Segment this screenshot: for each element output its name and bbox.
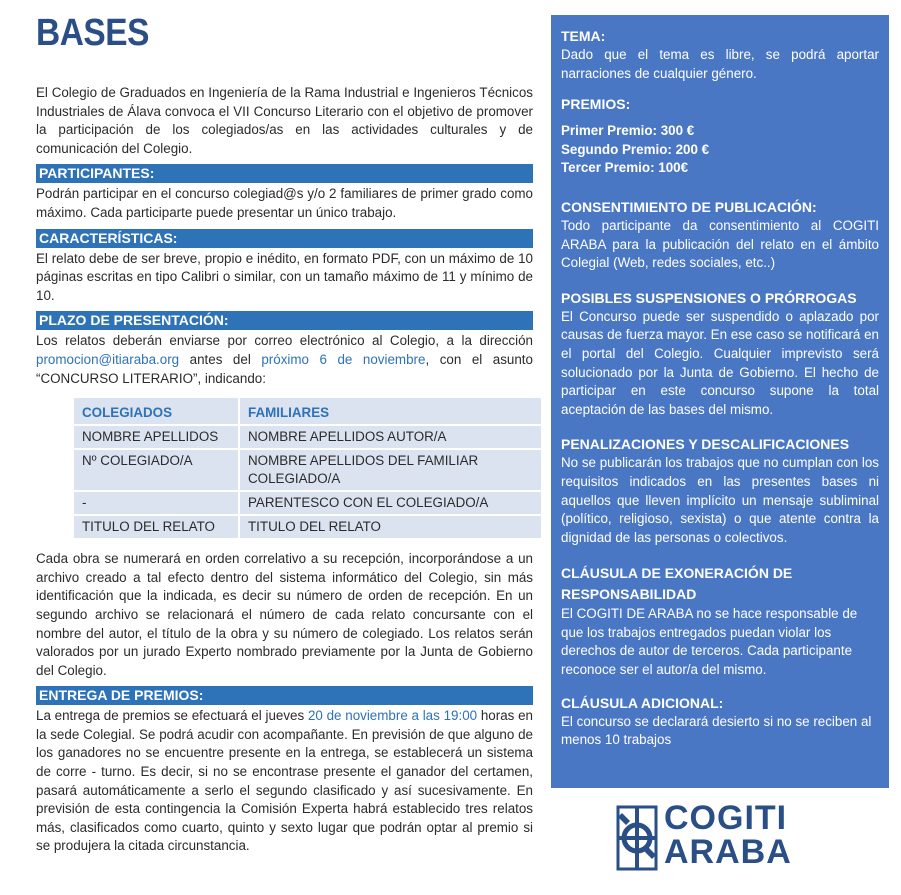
plazo-text (36, 332, 533, 388)
penalizaciones-text: No se publicarán los trabajos que no cumplan con los requisitos indicados en las presentes bases ni aquellos que lleven implícito un mensaje subliminal (político, religioso, sexista) o que atente contra la dignidad de las personas o colectivos. (561, 455, 879, 545)
exoneracion-text: El COGITI DE ARABA no se hace responsable de que los trabajos entregados puedan violar los derechos de autor de terceros. Cada participante reconoce ser el autor/a del mismo. (561, 606, 858, 678)
entrega-text (36, 707, 533, 856)
table-cell: TITULO DEL RELATO (239, 515, 541, 539)
registration-table (74, 398, 541, 540)
logo-line1: COGITI (664, 799, 788, 837)
entrega-text-b: horas en la sede Colegial. Se podrá acudir con acompañante. En previsión de que alguno de los ganadores no se encuentre presente en la entrega, se establecerá un sistema de corre - turno. Es decir, si no se encontrase presente el ganador del certamen, pasará automáticamente a serlo el segundo clasificado y así sucesivamente. En previsión de esta contingencia la Comisión Experta habrá establecido tres relatos más, clasificados como cuarto, quinto y sexto lugar que podrán optar al premio si se produjera la citada circunstancia. (36, 708, 533, 854)
plazo-text-c: , con el asunto “CONCURSO LITERARIO”, indicando: (36, 351, 533, 386)
consentimiento-heading: CONSENTIMIENTO DE PUBLICACIÓN: (561, 198, 817, 215)
prize-item: Segundo Premio: 200 € (561, 141, 710, 157)
tema-heading: TEMA: (561, 28, 606, 44)
table-header: FAMILIARES (239, 398, 541, 425)
deadline-date: próximo 6 de noviembre (261, 351, 426, 367)
table-cell: NOMBRE APELLIDOS AUTOR/A (239, 425, 541, 449)
prize-item: Primer Premio: 300 € (561, 123, 695, 139)
prize-item: Tercer Premio: 100€ (561, 160, 689, 176)
plazo-heading: PLAZO DE PRESENTACIÓN: (36, 311, 533, 332)
entrega-text-a: La entrega de premios se efectuará el jueves (36, 708, 308, 724)
table-cell: NOMBRE APELLIDOS (74, 425, 239, 449)
logo-line2: ARABA (664, 833, 792, 871)
adicional-text: El concurso se declarará desierto si no se reciben al menos 10 trabajos (561, 713, 872, 748)
intro-text: El Colegio de Graduados en Ingeniería de la Rama Industrial e Ingenieros Técnicos Industriales de Álava convoca el VII Concurso Literario con el objetivo de promover la participación de los colegiados/as en las actividades culturales y de comunicación del Colegio. (36, 85, 533, 156)
page-title: BASES (36, 12, 150, 54)
ceremony-date: 20 de noviembre a las 19:00 (307, 708, 478, 724)
tema-text: Dado que el tema es libre, se podrá aportar narraciones de cualquier género. (561, 47, 879, 81)
premios-heading: PREMIOS: (561, 96, 631, 113)
table-row (74, 515, 541, 539)
caracteristicas-text: El relato debe de ser breve, propio e inédito, en formato PDF, con un máximo de 10 páginas escritas en tipo Calibri o similar, con un tamaño máximo de 11 y mínimo de 10. (36, 250, 533, 303)
main-column (36, 10, 533, 856)
side-panel (551, 15, 889, 788)
adicional-heading: CLÁUSULA ADICIONAL: (561, 694, 724, 711)
table-header-row (74, 398, 541, 425)
table-row (74, 449, 541, 491)
table-header: COLEGIADOS (74, 398, 239, 425)
table-row (74, 425, 541, 449)
table-row (74, 491, 541, 515)
table-cell: - (74, 491, 239, 515)
plazo-text-b: antes del (179, 351, 262, 367)
table-cell: PARENTESCO CON EL COLEGIADO/A (239, 491, 541, 515)
penalizaciones-heading: PENALIZACIONES Y DESCALIFICACIONES (561, 436, 850, 453)
table-cell: TITULO DEL RELATO (74, 515, 239, 539)
email-link[interactable]: promocion@itiaraba.org (36, 351, 180, 367)
entrega-heading: ENTREGA DE PREMIOS: (36, 686, 533, 707)
exoneracion-heading: CLÁUSULA DE EXONERACIÓN DE RESPONSABILIDAD (561, 565, 793, 603)
table-cell: Nº COLEGIADO/A (74, 449, 239, 491)
suspensiones-heading: POSIBLES SUSPENSIONES O PRÓRROGAS (561, 289, 857, 306)
plazo-text-after: Cada obra se numerará en orden correlativo a su recepción, incorporándose a un archivo creado a tal efecto dentro del sistema informático del Colegio, sin más identificación que la indicada, es decir su número de orden de recepción. En un segundo archivo se relacionará el número de cada relato concursante con el nombre del autor, el título de la obra y su número de colegiado. Los relatos serán valorados por un jurado Experto nombrado previamente por la Junta de Gobierno del Colegio. (36, 551, 533, 678)
table-cell: NOMBRE APELLIDOS DEL FAMILIAR COLEGIADO/A (239, 449, 541, 491)
suspensiones-text: El Concurso puede ser suspendido o aplazado por causas de fuerza mayor. En ese caso se notificará en el portal del Colegio. Cualquier imprevisto será solucionado por la Junta de Gobierno. El hecho de participar en este concurso supone la total aceptación de las bases del mismo. (561, 308, 879, 417)
caracteristicas-heading: CARACTERÍSTICAS: (36, 229, 533, 250)
consentimiento-text: Todo participante da consentimiento al COGITI ARABA para la publicación del relato en el ámbito Colegial (Web, redes sociales, etc..) (561, 217, 879, 271)
participantes-heading: PARTICIPANTES: (36, 164, 533, 185)
logo-text (664, 801, 792, 869)
plazo-text-a: Los relatos deberán enviarse por correo electrónico al Colegio, a la dirección (36, 333, 533, 349)
participantes-text: Podrán participar en el concurso colegiad@s y/o 2 familiares de primer grado como máximo. Cada participarte puede presentar un único trabajo. (36, 186, 533, 220)
